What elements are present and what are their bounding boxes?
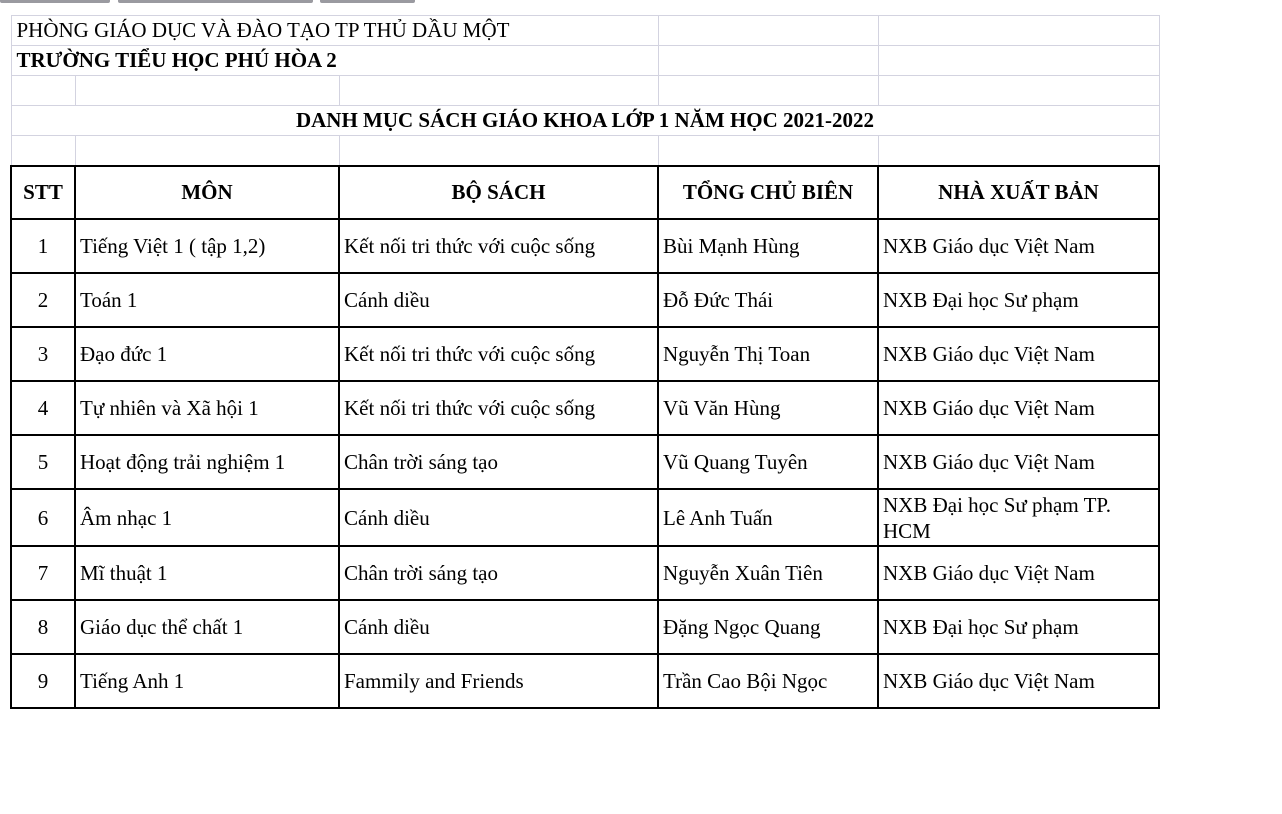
empty-cell[interactable]	[11, 76, 75, 106]
empty-cell[interactable]	[878, 46, 1159, 76]
cell-subject[interactable]: Tiếng Anh 1	[75, 654, 339, 708]
col-header-book-series: BỘ SÁCH	[339, 166, 658, 219]
empty-cell[interactable]	[75, 136, 339, 167]
cell-book-series[interactable]: Kết nối tri thức với cuộc sống	[339, 381, 658, 435]
cell-stt[interactable]: 8	[11, 600, 75, 654]
cell-stt[interactable]: 4	[11, 381, 75, 435]
empty-cell[interactable]	[658, 76, 878, 106]
cell-chief-editor[interactable]: Nguyễn Thị Toan	[658, 327, 878, 381]
cell-chief-editor[interactable]: Bùi Mạnh Hùng	[658, 219, 878, 273]
spacer-row	[11, 136, 1159, 167]
empty-cell[interactable]	[339, 136, 658, 167]
cell-book-series[interactable]: Cánh diều	[339, 273, 658, 327]
cell-stt[interactable]: 7	[11, 546, 75, 600]
cell-book-series[interactable]: Chân trời sáng tạo	[339, 435, 658, 489]
cell-subject[interactable]: Toán 1	[75, 273, 339, 327]
empty-cell[interactable]	[75, 76, 339, 106]
cell-stt[interactable]: 2	[11, 273, 75, 327]
cell-book-series[interactable]: Kết nối tri thức với cuộc sống	[339, 327, 658, 381]
table-row	[11, 327, 1159, 381]
cell-book-series[interactable]: Chân trời sáng tạo	[339, 546, 658, 600]
cell-stt[interactable]: 6	[11, 489, 75, 546]
empty-cell[interactable]	[878, 16, 1159, 46]
cell-publisher[interactable]: NXB Giáo dục Việt Nam	[878, 219, 1159, 273]
col-header-publisher: NHÀ XUẤT BẢN	[878, 166, 1159, 219]
cell-stt[interactable]: 5	[11, 435, 75, 489]
top-tab-strip	[0, 0, 420, 3]
cell-subject[interactable]: Mĩ thuật 1	[75, 546, 339, 600]
column-header-row	[11, 166, 1159, 219]
cell-chief-editor[interactable]: Nguyễn Xuân Tiên	[658, 546, 878, 600]
empty-cell[interactable]	[339, 76, 658, 106]
textbook-list-sheet	[10, 15, 1160, 709]
cell-chief-editor[interactable]: Vũ Quang Tuyên	[658, 435, 878, 489]
cell-subject[interactable]: Âm nhạc 1	[75, 489, 339, 546]
empty-cell[interactable]	[11, 136, 75, 167]
cell-subject[interactable]: Hoạt động trải nghiệm 1	[75, 435, 339, 489]
cell-publisher[interactable]: NXB Giáo dục Việt Nam	[878, 381, 1159, 435]
cell-chief-editor[interactable]: Vũ Văn Hùng	[658, 381, 878, 435]
header-row-1	[11, 16, 1159, 46]
col-header-subject: MÔN	[75, 166, 339, 219]
header-row-2	[11, 46, 1159, 76]
empty-cell[interactable]	[658, 16, 878, 46]
cell-publisher[interactable]: NXB Giáo dục Việt Nam	[878, 435, 1159, 489]
col-header-chief-editor: TỔNG CHỦ BIÊN	[658, 166, 878, 219]
cell-book-series[interactable]: Cánh diều	[339, 600, 658, 654]
cell-chief-editor[interactable]: Lê Anh Tuấn	[658, 489, 878, 546]
cell-subject[interactable]: Tự nhiên và Xã hội 1	[75, 381, 339, 435]
cell-book-series[interactable]: Fammily and Friends	[339, 654, 658, 708]
cell-stt[interactable]: 1	[11, 219, 75, 273]
cell-chief-editor[interactable]: Đỗ Đức Thái	[658, 273, 878, 327]
cell-stt[interactable]: 9	[11, 654, 75, 708]
cell-publisher[interactable]: NXB Đại học Sư phạm	[878, 600, 1159, 654]
col-header-stt: STT	[11, 166, 75, 219]
table-row	[11, 435, 1159, 489]
school-name: TRƯỜNG TIỂU HỌC PHÚ HÒA 2	[11, 46, 658, 76]
empty-cell[interactable]	[878, 136, 1159, 167]
table-row	[11, 219, 1159, 273]
cell-subject[interactable]: Tiếng Việt 1 ( tập 1,2)	[75, 219, 339, 273]
table-row	[11, 381, 1159, 435]
spacer-row	[11, 76, 1159, 106]
cell-subject[interactable]: Đạo đức 1	[75, 327, 339, 381]
empty-cell[interactable]	[658, 46, 878, 76]
table-row	[11, 273, 1159, 327]
cell-publisher[interactable]: NXB Đại học Sư phạm	[878, 273, 1159, 327]
document-title: DANH MỤC SÁCH GIÁO KHOA LỚP 1 NĂM HỌC 2021-2022	[11, 106, 1159, 136]
empty-cell[interactable]	[878, 76, 1159, 106]
cell-publisher[interactable]: NXB Giáo dục Việt Nam	[878, 546, 1159, 600]
cell-book-series[interactable]: Kết nối tri thức với cuộc sống	[339, 219, 658, 273]
cell-stt[interactable]: 3	[11, 327, 75, 381]
cell-publisher[interactable]: NXB Giáo dục Việt Nam	[878, 327, 1159, 381]
cell-chief-editor[interactable]: Đặng Ngọc Quang	[658, 600, 878, 654]
title-row	[11, 106, 1159, 136]
cell-subject[interactable]: Giáo dục thể chất 1	[75, 600, 339, 654]
cell-publisher[interactable]: NXB Đại học Sư phạm TP. HCM	[878, 489, 1159, 546]
table-row	[11, 489, 1159, 546]
department-name: PHÒNG GIÁO DỤC VÀ ĐÀO TẠO TP THỦ DẦU MỘT	[11, 16, 658, 46]
cell-chief-editor[interactable]: Trần Cao Bội Ngọc	[658, 654, 878, 708]
empty-cell[interactable]	[658, 136, 878, 167]
cell-book-series[interactable]: Cánh diều	[339, 489, 658, 546]
cell-publisher[interactable]: NXB Giáo dục Việt Nam	[878, 654, 1159, 708]
table-row	[11, 654, 1159, 708]
table-row	[11, 546, 1159, 600]
table-row	[11, 600, 1159, 654]
